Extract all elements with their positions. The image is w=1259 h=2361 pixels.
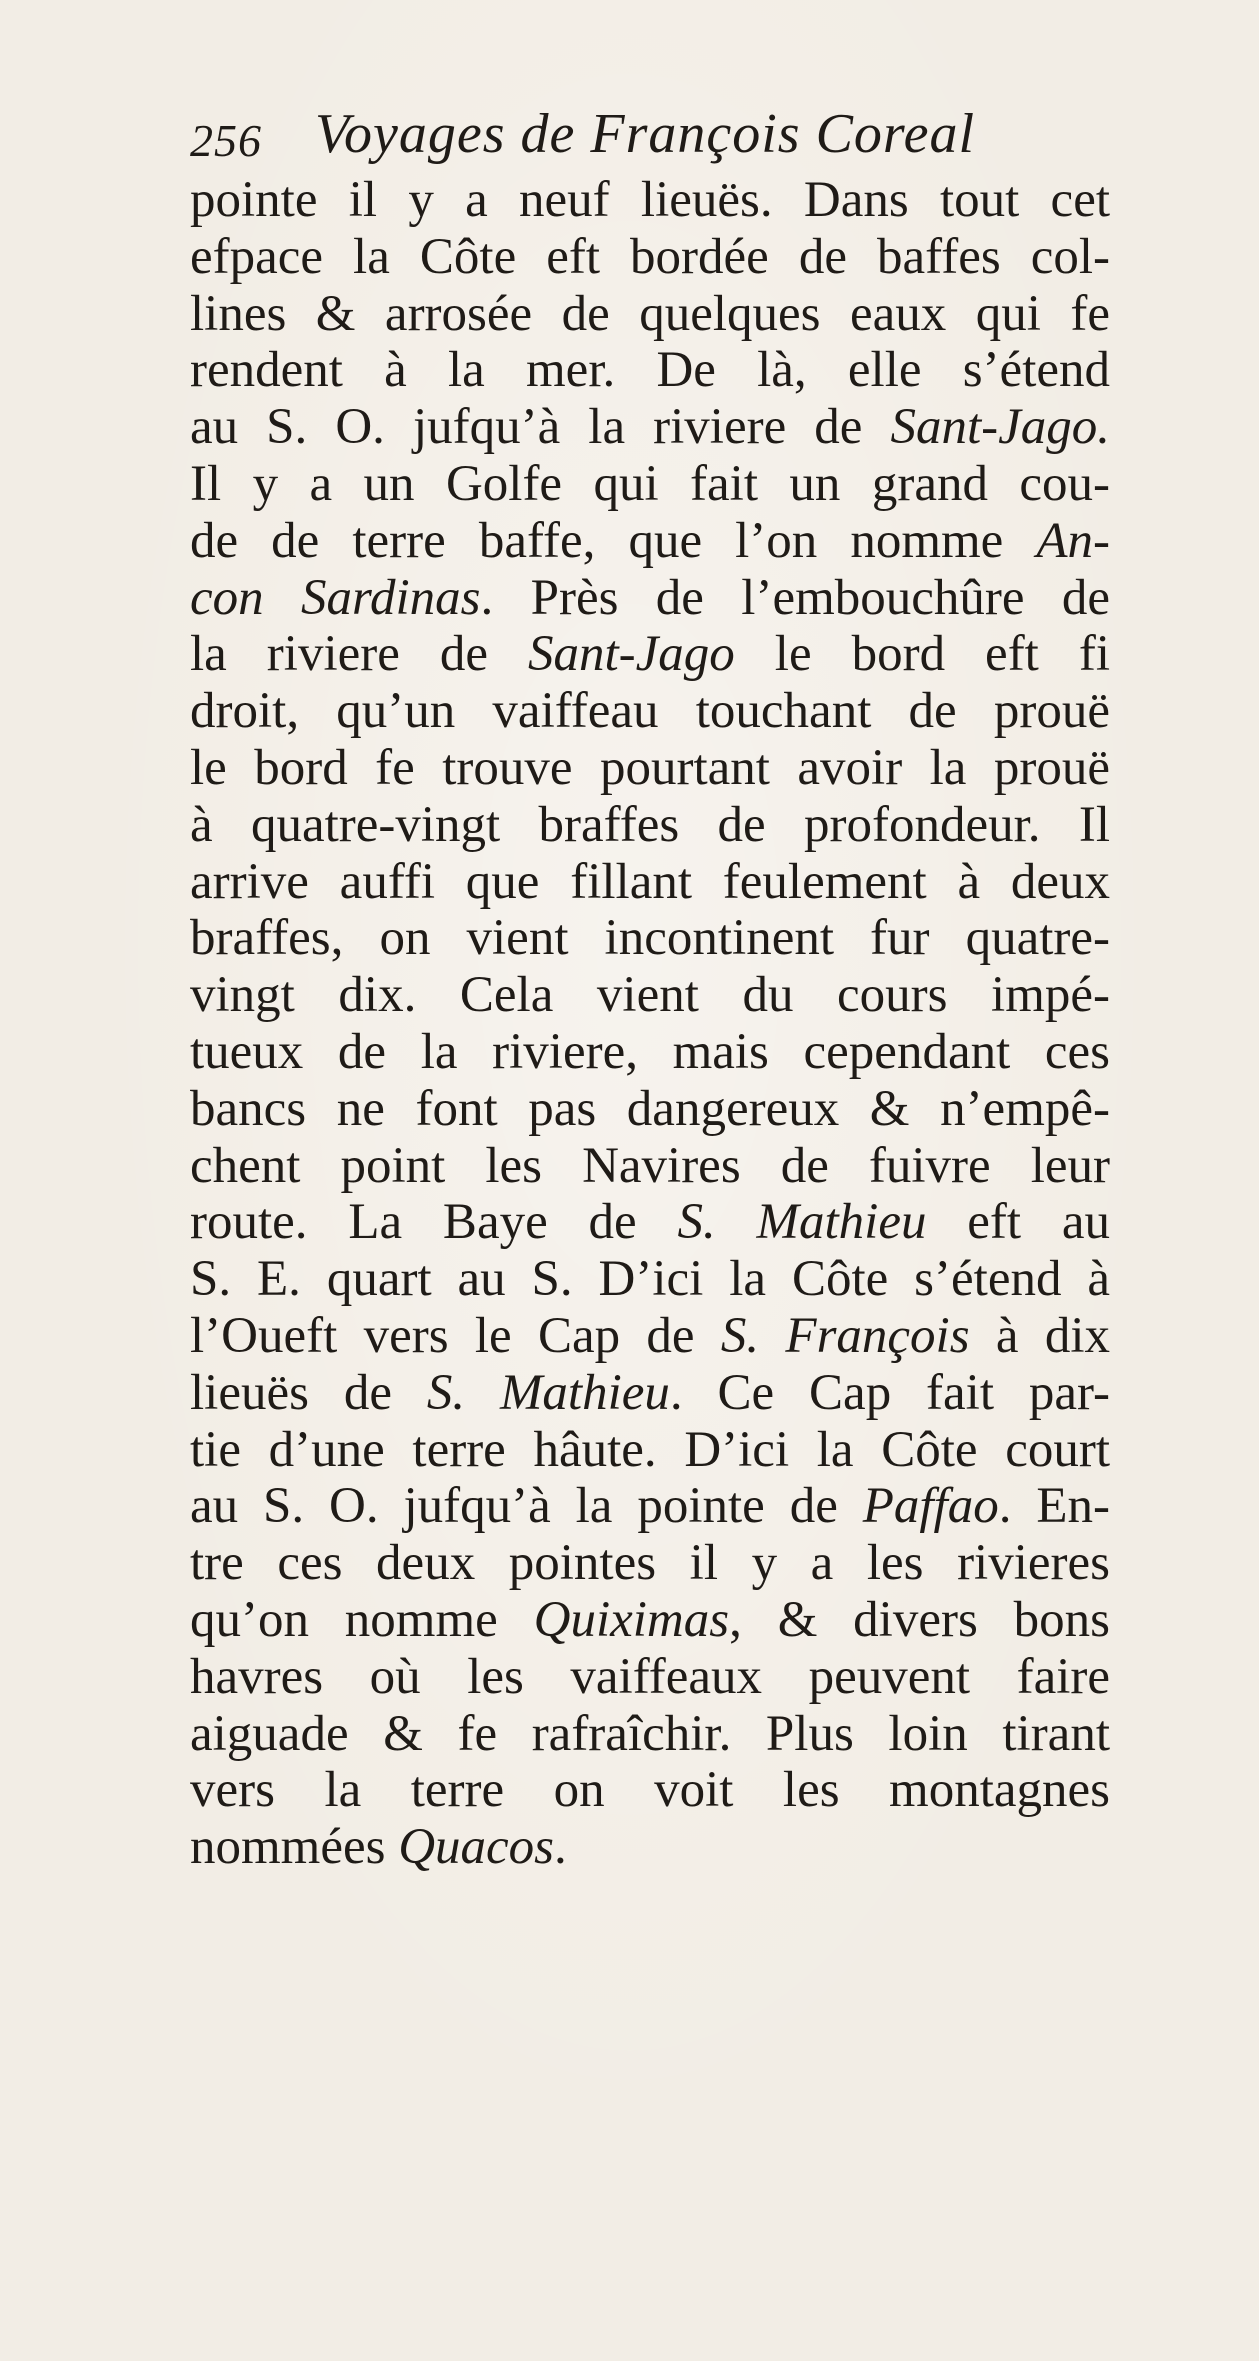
text-segment: le bord eft fi: [734, 626, 1110, 683]
text-segment: . Ce Cap fait par-: [669, 1364, 1110, 1421]
text-line: [190, 513, 1110, 570]
text-segment: au S. O. jufqu’à la pointe de: [190, 1478, 863, 1535]
text-line: [190, 229, 1110, 286]
text-segment: nommées: [190, 1819, 399, 1876]
text-line: [190, 1706, 1110, 1763]
text-segment: aiguade & fe rafraîchir. Plus loin tirant: [190, 1705, 1110, 1762]
text-segment: Il y a un Golfe qui fait un grand cou-: [190, 455, 1110, 512]
text-segment: . En-: [998, 1478, 1110, 1535]
text-segment: de de terre baffe, que l’on nomme: [190, 512, 1037, 569]
text-line: [190, 1592, 1110, 1649]
text-segment: . Près de l’embouchûre de: [480, 569, 1111, 626]
text-line: [190, 1365, 1110, 1422]
text-segment-italic: S. François: [720, 1307, 970, 1364]
text-segment-italic: S. Mathieu: [426, 1364, 670, 1421]
text-line: [190, 1024, 1110, 1081]
page-number: 256: [190, 115, 262, 166]
text-segment-italic: Sant-Jago.: [890, 399, 1110, 456]
running-title: Voyages de François Coreal: [315, 103, 976, 165]
text-segment: chent point les Navires de fuivre leur: [190, 1137, 1110, 1194]
text-segment: bancs ne font pas dangereux & n’empê-: [190, 1080, 1110, 1137]
body-text: [190, 172, 1110, 1876]
text-segment: route. La Baye de: [190, 1194, 678, 1251]
text-line: [190, 626, 1110, 683]
text-segment: eft au: [926, 1194, 1110, 1251]
text-segment: rendent à la mer. De là, elle s’étend: [190, 342, 1110, 399]
text-segment: S. E. quart au S. D’ici la Côte s’étend à: [190, 1251, 1110, 1308]
text-line: [190, 1535, 1110, 1592]
text-line: [190, 342, 1110, 399]
text-segment: pointe il y a neuf lieuës. Dans tout cet: [190, 172, 1110, 228]
text-segment-italic: Paffao: [862, 1478, 999, 1535]
text-segment: l’Oueft vers le Cap de: [190, 1307, 721, 1364]
text-segment-italic: Sant-Jago: [528, 626, 735, 683]
text-segment: .: [554, 1819, 567, 1876]
text-line: [190, 1138, 1110, 1195]
text-segment: tie d’une terre hâute. D’ici la Côte court: [190, 1421, 1110, 1478]
text-segment-italic: Quacos: [398, 1819, 555, 1876]
text-segment: le bord fe trouve pourtant avoir la prouë: [190, 739, 1110, 796]
text-segment-italic: S. Mathieu: [677, 1194, 927, 1251]
text-line: [190, 1762, 1110, 1819]
text-segment: arrive auffi que fillant feulement à deux: [190, 853, 1110, 910]
text-segment: au S. O. jufqu’à la riviere de: [190, 399, 891, 456]
text-segment: efpace la Côte eft bordée de baffes col-: [190, 228, 1110, 285]
text-segment: havres où les vaiffeaux peuvent faire: [190, 1648, 1110, 1705]
text-line: [190, 967, 1110, 1024]
text-line: [190, 797, 1110, 854]
text-segment: lieuës de: [190, 1364, 427, 1421]
text-line: [190, 1649, 1110, 1706]
text-line: [190, 683, 1110, 740]
text-segment-italic: Quiximas: [533, 1591, 730, 1648]
text-line: [190, 910, 1110, 967]
text-line: [190, 456, 1110, 513]
text-segment: vers la terre on voit les montagnes: [190, 1762, 1110, 1819]
text-line: [190, 1194, 1110, 1251]
text-line: [190, 854, 1110, 911]
text-segment-italic: An-: [1036, 512, 1110, 569]
text-line: [190, 1251, 1110, 1308]
page-header: [190, 102, 1090, 172]
text-line: [190, 570, 1110, 627]
text-line: [190, 172, 1110, 229]
text-line: [190, 399, 1110, 456]
text-line: [190, 1478, 1110, 1535]
text-segment: lines & arrosée de quelques eaux qui fe: [190, 285, 1110, 342]
text-segment: à dix: [969, 1307, 1110, 1364]
text-line: [190, 740, 1110, 797]
text-segment-italic: con Sardinas: [190, 569, 481, 626]
text-segment: qu’on nomme: [190, 1591, 534, 1648]
text-segment: à quatre-vingt braffes de profondeur. Il: [190, 796, 1110, 853]
text-segment: la riviere de: [190, 626, 528, 683]
text-segment: tueux de la riviere, mais cependant ces: [190, 1023, 1110, 1080]
text-line: [190, 286, 1110, 343]
text-line: [190, 1819, 1110, 1876]
text-segment: braffes, on vient incontinent fur quatre-: [190, 910, 1110, 967]
text-segment: droit, qu’un vaiffeau touchant de prouë: [190, 683, 1110, 740]
text-line: [190, 1308, 1110, 1365]
text-segment: tre ces deux pointes il y a les rivieres: [190, 1535, 1110, 1592]
text-line: [190, 1422, 1110, 1479]
text-segment: , & divers bons: [729, 1591, 1110, 1648]
text-segment: vingt dix. Cela vient du cours impé-: [190, 967, 1110, 1024]
text-line: [190, 1081, 1110, 1138]
